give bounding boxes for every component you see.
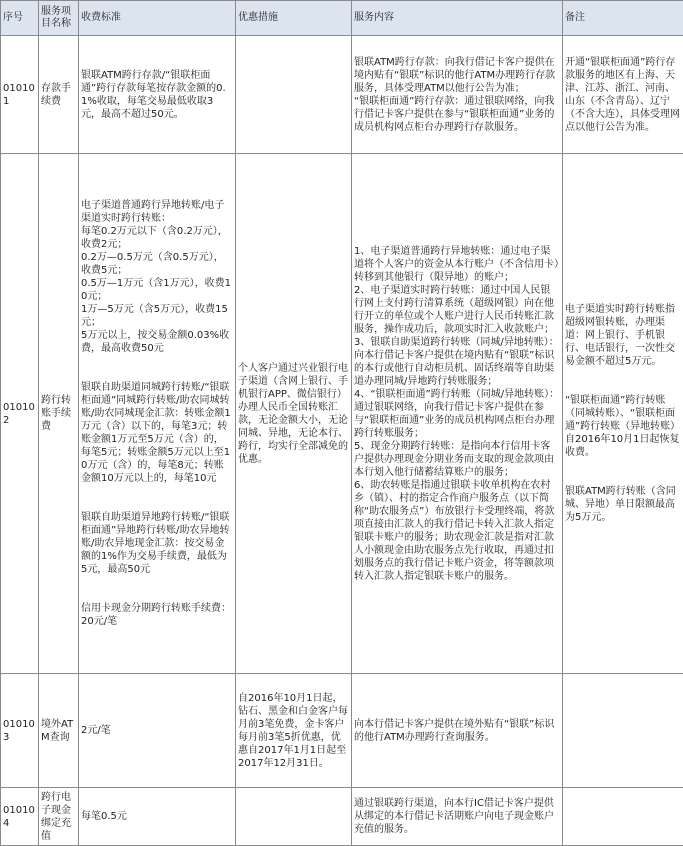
- row-fee: 银联ATM跨行存款/“银联柜面通”跨行存款每笔按存款金额的0.1%收取，每笔交易最低收取3元，最高不超过50元。: [79, 36, 236, 154]
- row-fee: 每笔0.5元: [79, 788, 236, 846]
- row-content: 银联ATM跨行存款：向我行借记卡客户提供在境内贴有“银联”标识的他行ATM办理跨行存款服务，具体受理ATM以他行公告为准； “银联柜面通”跨行存款：通过银联网络，向我行借记卡客户提供在参与“银联柜面通”业务的成员机构网点柜台办理跨行存款服务。: [352, 36, 563, 154]
- fee-paragraph: 银联自助渠道同城跨行转账/“银联柜面通”同城跨行转账/助农同城转账/助农同城现金汇款：转账金额1万元（含）以下的，每笔3元；转账金额1万元至5万元（含）的，每笔5元；转账金额5万元以上至10万元（含）的，每笔8元；转账金额10万元以上的，每笔10元: [81, 381, 233, 485]
- row-fee: 2元/笔: [79, 674, 236, 788]
- row-content: 向本行借记卡客户提供在境外贴有“银联”标识的他行ATM办理跨行查询服务。: [352, 674, 563, 788]
- table-row: [1, 674, 683, 788]
- fee-paragraph: 银联自助渠道异地跨行转账/“银联柜面通”异地跨行转账/助农异地转账/助农异地现金汇款：按交易金额的1%作为交易手续费，最低为5元，最高50元: [81, 511, 233, 576]
- row-seq: 010102: [1, 154, 39, 674]
- row-content: 1、电子渠道普通跨行异地转账：通过电子渠道将个人客户的资金从本行账户（不含信用卡）转移到其他银行（限异地）的账户； 2、电子渠道实时跨行转账：通过中国人民银行网上支付跨行清算系统（超级网银）向在他行开立的单位或个人账户进行人民币转账汇款服务，操作成功后，款项实时汇入收款账户； 3、银联自助渠道跨行转账（同城/异地转账）：向本行借记卡客户提供在境内贴有“银联”标识的本行或他行自动柜员机、固话终端等自助渠道办理同城/异地跨行转账服务； 4、“银联柜面通”跨行转账（同城/异地转账）：通过银联网络，向我行借记卡客户提供在参与“银联柜面通”业务的成员机构网点柜台办理跨行转账服务； 5、现金分期跨行转账：是指向本行信用卡客户提供办理现金分期业务而支取的现金款项由本行划入他行储蓄结算账户的服务； 6、助农转账是指通过银联卡收单机构在农村乡（镇）、村的指定合作商户服务点（以下简称“助农服务点”）布放银行卡受理终端，将款项直接由汇款人的我行借记卡转入汇款人指定银联卡账户的服务；助农现金汇款是指对汇款人小额现金由助农服务点先行收取，再通过扣划服务点的我行借记卡账户资金，将等额款项转入汇款人指定银联卡账户的服务。: [352, 154, 563, 674]
- row-content: 通过银联跨行渠道，向本行IC借记卡客户提供从绑定的本行借记卡活期账户向电子现金账户充值的服务。: [352, 788, 563, 846]
- row-note: [563, 674, 683, 788]
- row-item: 跨行转账手续费: [39, 154, 79, 674]
- note-paragraph: 银联ATM跨行转账（含同城、异地）单日限额最高为5万元。: [565, 485, 681, 524]
- row-fee: [79, 154, 236, 674]
- row-discount: [236, 788, 352, 846]
- row-note: 开通“银联柜面通”跨行存款服务的地区有上海、天津、江苏、浙江、河南、山东（不含青岛）、辽宁（不含大连），具体受理网点以他行公告为准。: [563, 36, 683, 154]
- note-paragraph: “银联柜面通”跨行转账（同城转账）、“银联柜面通”跨行转账（异地转账）自2016年10月1日起恢复收费。: [565, 394, 681, 459]
- header-seq: 序号: [1, 1, 39, 36]
- row-item: 跨行电子现金绑定充值: [39, 788, 79, 846]
- header-fee: 收费标准: [79, 1, 236, 36]
- row-item: 境外ATM查询: [39, 674, 79, 788]
- note-paragraph: 电子渠道实时跨行转账指超级网银转账，办理渠道：网上银行、手机银行、电话银行，一次性交易金额不超过5万元。: [565, 303, 681, 368]
- table-header-row: [1, 1, 683, 36]
- row-note: [563, 788, 683, 846]
- header-item: 服务项目名称: [39, 1, 79, 36]
- table-row: [1, 788, 683, 846]
- row-seq: 010103: [1, 674, 39, 788]
- table-row: [1, 154, 683, 674]
- table-row: [1, 36, 683, 154]
- header-content: 服务内容: [352, 1, 563, 36]
- row-discount: 个人客户通过兴业银行电子渠道（含网上银行、手机银行APP、微信银行）办理人民币全国转账汇款，无论金额大小，无论同城、异地，无论本行、跨行，均实行全部减免的优惠。: [236, 154, 352, 674]
- row-discount: 自2016年10月1日起，钻石、黑金和白金客户每月前3笔免费，金卡客户每月前3笔5折优惠，优惠自2017年1月1日起至2017年12月31日。: [236, 674, 352, 788]
- header-note: 备注: [563, 1, 683, 36]
- row-item: 存款手续费: [39, 36, 79, 154]
- row-note: [563, 154, 683, 674]
- header-discount: 优惠措施: [236, 1, 352, 36]
- fee-paragraph: 电子渠道普通跨行异地转账/电子渠道实时跨行转账： 每笔0.2万元以下（含0.2万元），收费2元； 0.2万—0.5万元（含0.5万元），收费5元； 0.5万—1万元（含1万元），收费10元； 1万—5万元（含5万元），收费15元； 5万元以上，按交易金额0.03%收费，最高收费50元: [81, 199, 233, 355]
- row-discount: [236, 36, 352, 154]
- fee-paragraph: 信用卡现金分期跨行转账手续费：20元/笔: [81, 602, 233, 628]
- row-seq: 010101: [1, 36, 39, 154]
- row-seq: 010104: [1, 788, 39, 846]
